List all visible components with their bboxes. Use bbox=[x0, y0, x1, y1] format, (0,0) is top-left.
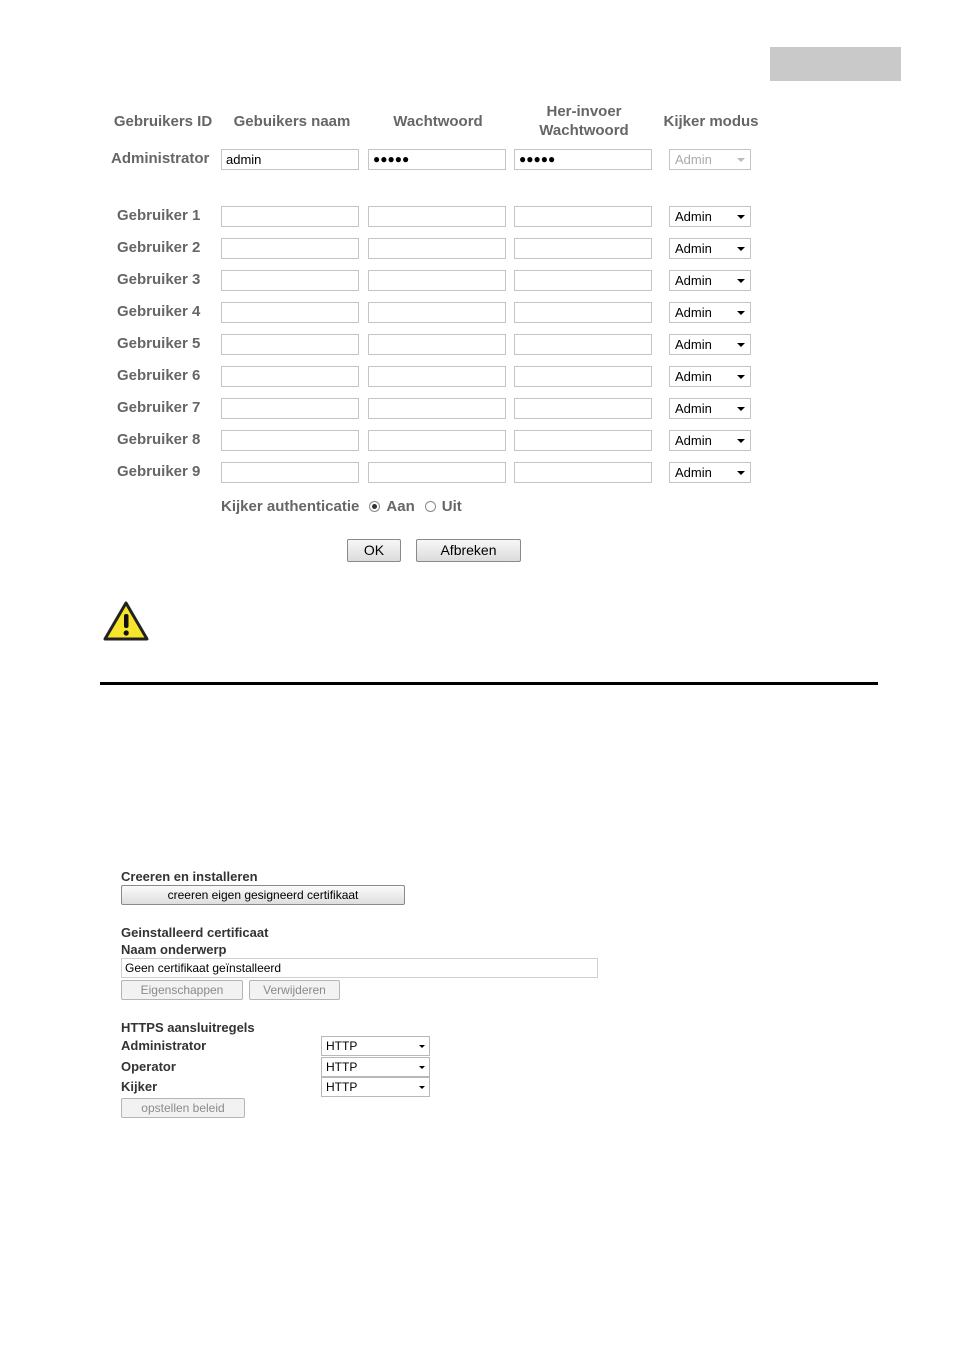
chevron-down-icon bbox=[737, 247, 745, 251]
chevron-down-icon bbox=[737, 311, 745, 315]
https-protocol-value: HTTP bbox=[326, 1039, 358, 1053]
user-mode-value: Admin bbox=[675, 273, 712, 288]
user-row-label: Gebruiker 1 bbox=[117, 207, 201, 224]
https-protocol-select[interactable] bbox=[321, 1036, 430, 1056]
user-mode-select[interactable] bbox=[669, 334, 751, 355]
properties-button[interactable]: Eigenschappen bbox=[121, 980, 243, 1000]
user-row-label: Gebruiker 7 bbox=[117, 399, 201, 416]
user-reenter-password-input[interactable] bbox=[514, 302, 652, 323]
user-password-input[interactable] bbox=[368, 206, 506, 227]
section-divider bbox=[100, 682, 878, 685]
user-row-label: Gebruiker 8 bbox=[117, 431, 201, 448]
user-mode-value: Admin bbox=[675, 337, 712, 352]
chevron-down-icon bbox=[737, 279, 745, 283]
user-reenter-password-input[interactable] bbox=[514, 366, 652, 387]
header-user-name: Gebuikers naam bbox=[233, 113, 351, 130]
user-row-label: Gebruiker 5 bbox=[117, 335, 201, 352]
user-mode-select[interactable] bbox=[669, 462, 751, 483]
user-password-input[interactable] bbox=[368, 430, 506, 451]
user-password-input[interactable] bbox=[368, 398, 506, 419]
user-row-label: Gebruiker 2 bbox=[117, 239, 201, 256]
admin-mode-select bbox=[669, 149, 751, 170]
https-row-label: Operator bbox=[121, 1058, 176, 1074]
user-mode-select[interactable] bbox=[669, 238, 751, 259]
create-install-heading: Creeren en installeren bbox=[121, 869, 258, 884]
user-reenter-password-input[interactable] bbox=[514, 270, 652, 291]
header-reenter-password bbox=[514, 102, 654, 140]
user-mode-select[interactable] bbox=[669, 206, 751, 227]
user-row-label: Gebruiker 3 bbox=[117, 271, 201, 288]
user-password-input[interactable] bbox=[368, 302, 506, 323]
auth-off-radio[interactable] bbox=[425, 501, 436, 512]
admin-row-label: Administrator bbox=[111, 150, 210, 167]
user-reenter-password-input[interactable] bbox=[514, 238, 652, 259]
user-name-input[interactable] bbox=[221, 398, 359, 419]
user-mode-value: Admin bbox=[675, 433, 712, 448]
user-reenter-password-input[interactable] bbox=[514, 462, 652, 483]
https-rules-heading: HTTPS aansluitregels bbox=[121, 1020, 255, 1035]
user-row-label: Gebruiker 6 bbox=[117, 367, 201, 384]
chevron-down-icon bbox=[419, 1045, 425, 1048]
https-protocol-value: HTTP bbox=[326, 1059, 358, 1074]
header-viewer-mode: Kijker modus bbox=[663, 113, 759, 130]
user-mode-value: Admin bbox=[675, 401, 712, 416]
warning-icon bbox=[103, 601, 149, 646]
user-name-input[interactable] bbox=[221, 270, 359, 291]
subject-name-label: Naam onderwerp bbox=[121, 942, 227, 957]
user-password-input[interactable] bbox=[368, 462, 506, 483]
user-name-input[interactable] bbox=[221, 430, 359, 451]
header-password: Wachtwoord bbox=[393, 113, 483, 130]
chevron-down-icon bbox=[737, 158, 745, 162]
user-password-input[interactable] bbox=[368, 334, 506, 355]
header-reenter-line1: Her-invoer bbox=[546, 103, 622, 120]
user-mode-select[interactable] bbox=[669, 366, 751, 387]
https-protocol-select[interactable] bbox=[321, 1057, 430, 1077]
user-name-input[interactable] bbox=[221, 238, 359, 259]
user-password-input[interactable] bbox=[368, 270, 506, 291]
chevron-down-icon bbox=[737, 471, 745, 475]
cancel-button[interactable]: Afbreken bbox=[416, 539, 521, 562]
subject-name-field: Geen certifikaat geïnstalleerd bbox=[121, 958, 598, 978]
remove-button[interactable]: Verwijderen bbox=[249, 980, 340, 1000]
header-reenter-line2: Wachtwoord bbox=[539, 122, 629, 139]
user-mode-select[interactable] bbox=[669, 270, 751, 291]
user-mode-value: Admin bbox=[675, 369, 712, 384]
header-user-id: Gebruikers ID bbox=[113, 113, 213, 130]
ok-button[interactable]: OK bbox=[347, 539, 401, 562]
auth-on-radio[interactable] bbox=[369, 501, 380, 512]
https-row-label: Administrator bbox=[121, 1038, 207, 1053]
chevron-down-icon bbox=[737, 343, 745, 347]
user-mode-select[interactable] bbox=[669, 398, 751, 419]
user-reenter-password-input[interactable] bbox=[514, 398, 652, 419]
create-cert-button[interactable]: creeren eigen gesigneerd certifikaat bbox=[121, 885, 405, 905]
viewer-auth-label: Kijker authenticatie bbox=[221, 498, 360, 515]
admin-name-input[interactable]: admin bbox=[221, 149, 359, 170]
user-name-input[interactable] bbox=[221, 462, 359, 483]
https-protocol-select[interactable] bbox=[321, 1077, 430, 1097]
chevron-down-icon bbox=[737, 407, 745, 411]
user-reenter-password-input[interactable] bbox=[514, 206, 652, 227]
chevron-down-icon bbox=[419, 1066, 425, 1069]
auth-off-label: Uit bbox=[441, 498, 462, 515]
page-corner-tab bbox=[770, 47, 901, 81]
admin-mode-value: Admin bbox=[675, 152, 712, 167]
chevron-down-icon bbox=[419, 1086, 425, 1089]
https-row-label: Kijker bbox=[121, 1079, 158, 1094]
user-row-label: Gebruiker 4 bbox=[117, 303, 201, 320]
admin-reenter-password-input[interactable]: ●●●●● bbox=[514, 149, 652, 170]
user-mode-value: Admin bbox=[675, 241, 712, 256]
user-row-label: Gebruiker 9 bbox=[117, 463, 201, 480]
user-reenter-password-input[interactable] bbox=[514, 430, 652, 451]
user-name-input[interactable] bbox=[221, 206, 359, 227]
chevron-down-icon bbox=[737, 215, 745, 219]
user-mode-value: Admin bbox=[675, 465, 712, 480]
chevron-down-icon bbox=[737, 439, 745, 443]
https-protocol-value: HTTP bbox=[326, 1080, 358, 1094]
policy-button[interactable]: opstellen beleid bbox=[121, 1098, 245, 1118]
user-name-input[interactable] bbox=[221, 334, 359, 355]
user-password-input[interactable] bbox=[368, 366, 506, 387]
user-name-input[interactable] bbox=[221, 302, 359, 323]
user-name-input[interactable] bbox=[221, 366, 359, 387]
user-mode-select[interactable] bbox=[669, 430, 751, 451]
installed-cert-heading: Geinstalleerd certificaat bbox=[121, 925, 269, 940]
user-mode-value: Admin bbox=[675, 209, 712, 224]
viewer-auth-group bbox=[221, 498, 462, 515]
auth-on-label: Aan bbox=[386, 498, 415, 515]
user-reenter-password-input[interactable] bbox=[514, 334, 652, 355]
user-mode-select[interactable] bbox=[669, 302, 751, 323]
chevron-down-icon bbox=[737, 375, 745, 379]
user-password-input[interactable] bbox=[368, 238, 506, 259]
admin-password-input[interactable]: ●●●●● bbox=[368, 149, 506, 170]
user-mode-value: Admin bbox=[675, 305, 712, 320]
